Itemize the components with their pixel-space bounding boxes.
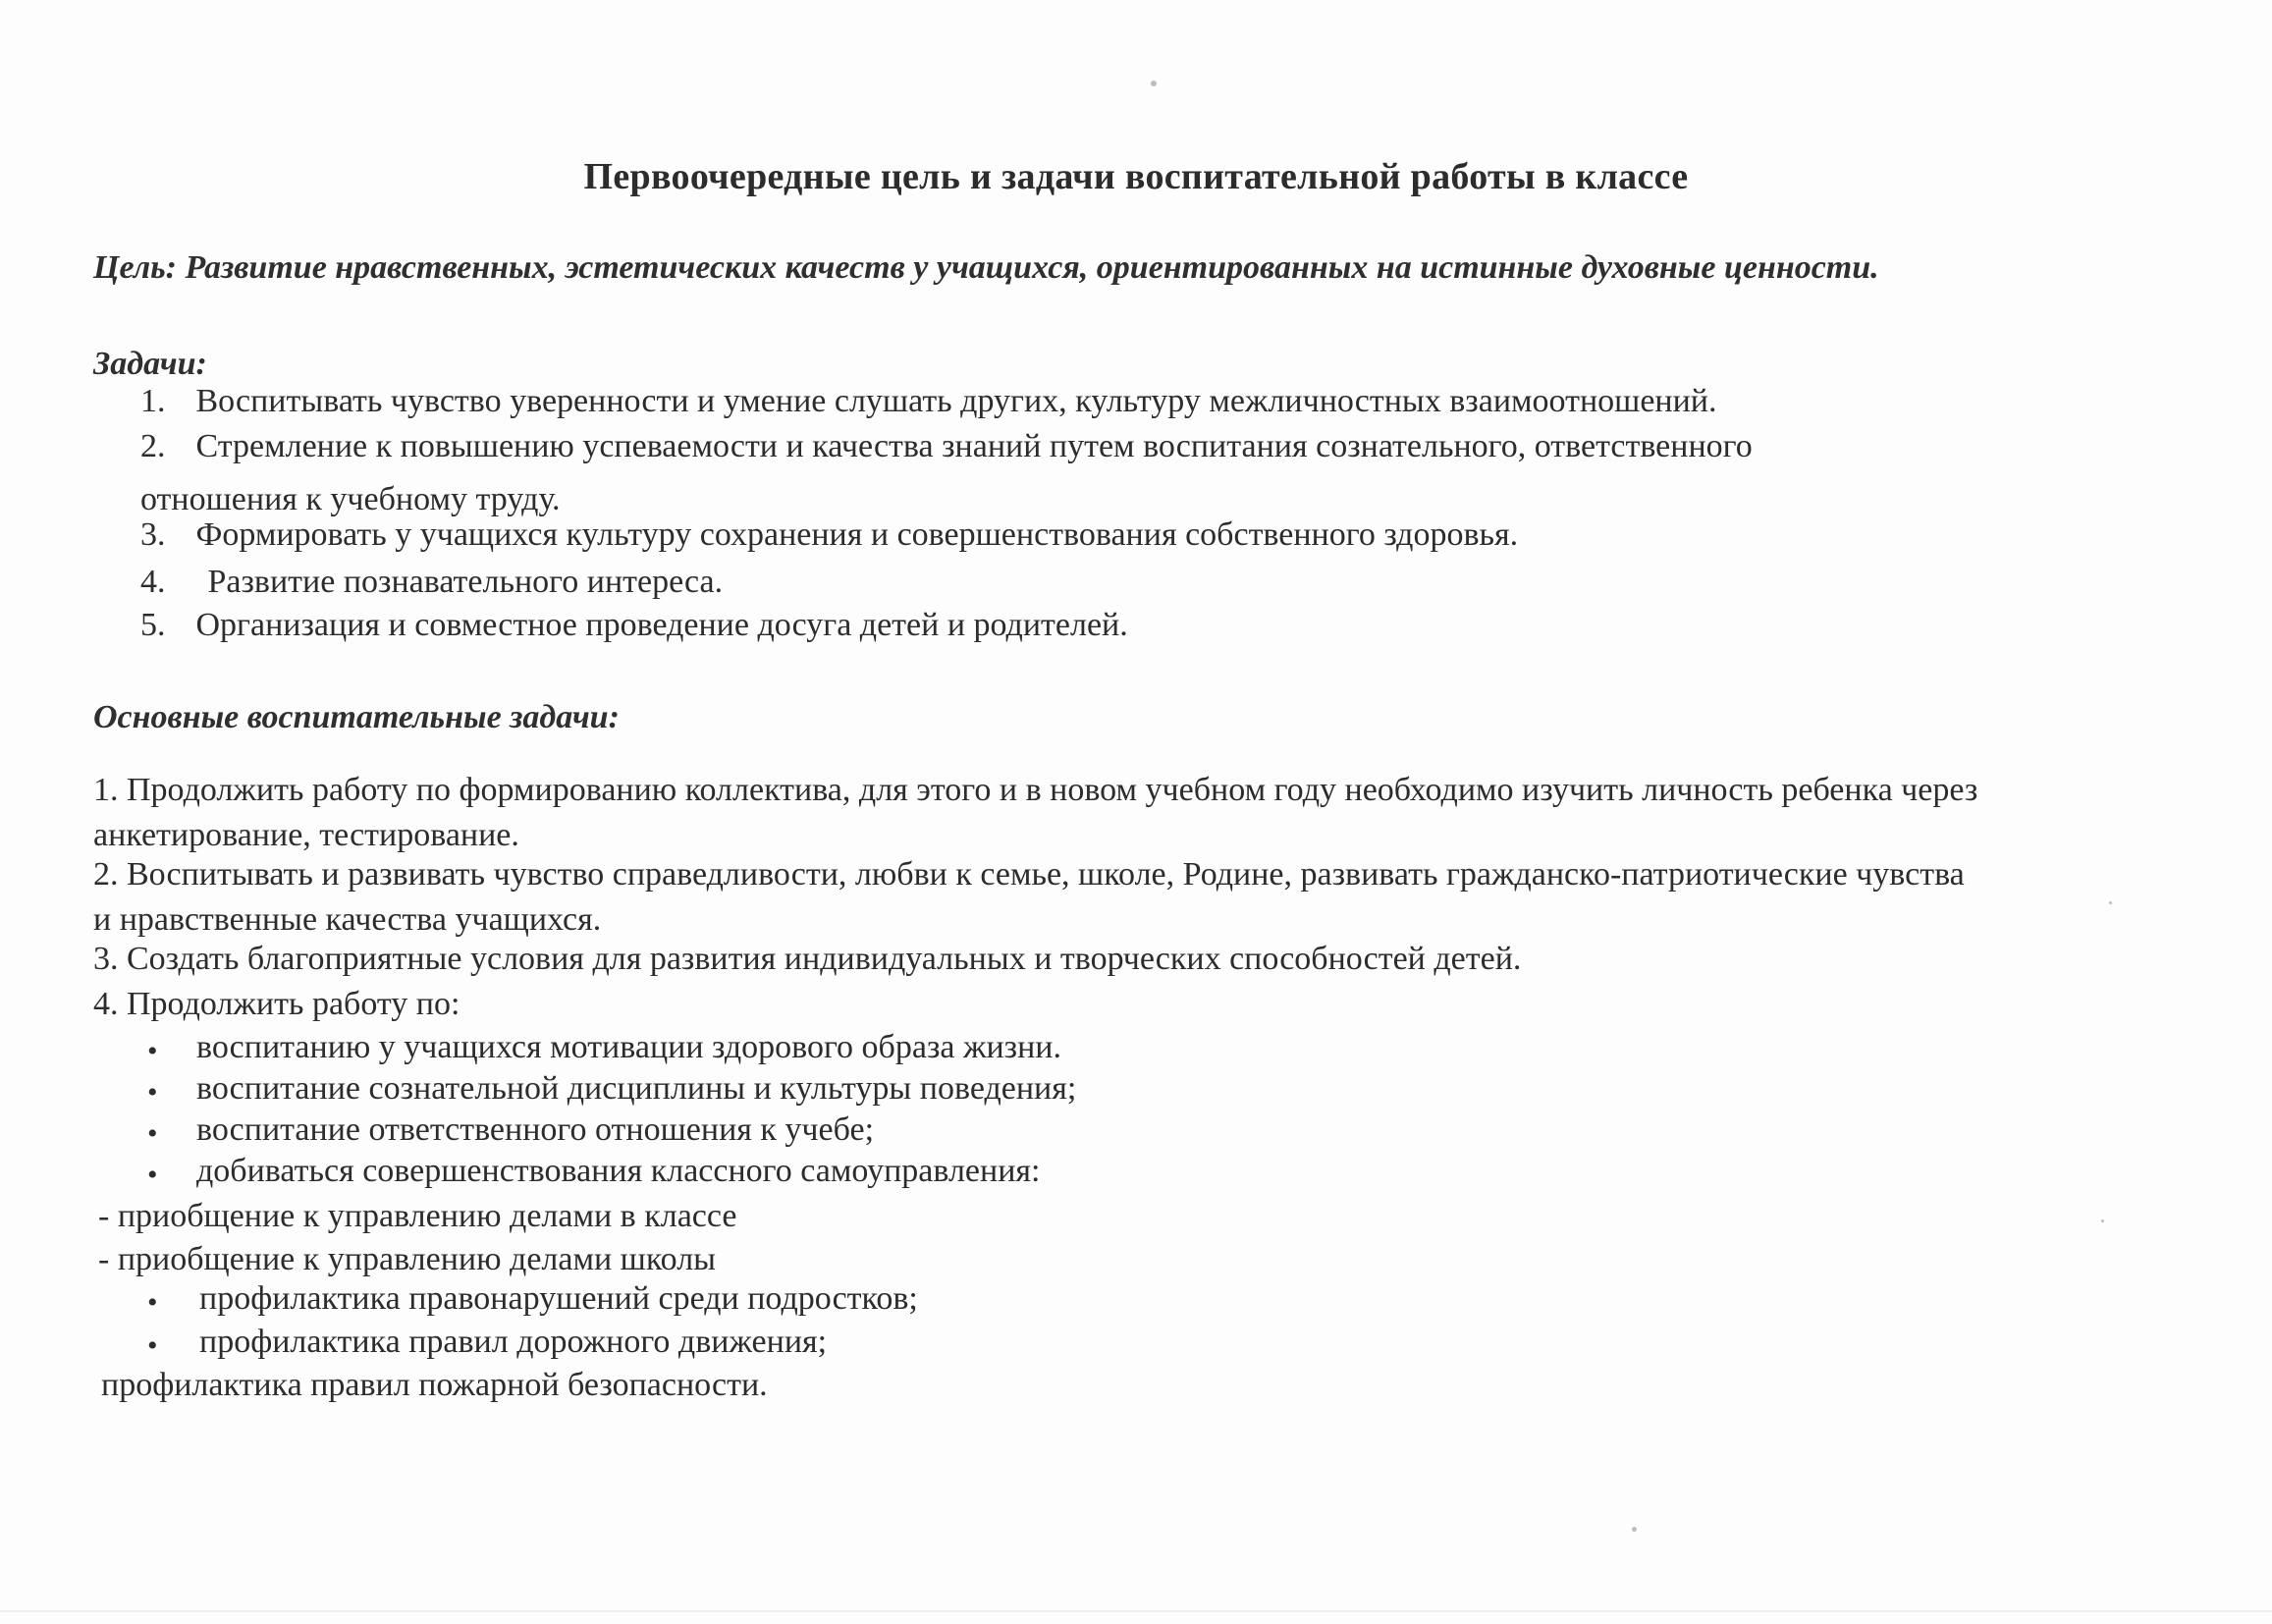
main-task-4: 4. Продолжить работу по: (93, 986, 460, 1022)
task-number: 1. (140, 383, 166, 419)
bullet-icon: • (147, 1117, 158, 1150)
bullet-icon: • (147, 1286, 158, 1319)
task-text: Формировать у учащихся культуру сохранения и совершенствования собственного здоровья. (195, 516, 1519, 553)
task-text: Стремление к повышению успеваемости и качества знаний путем воспитания сознательного, ответственного (195, 428, 1753, 464)
task-number: 4. (140, 564, 166, 600)
main-task-1: 1. Продолжить работу по формированию коллектива, для этого и в новом учебном году необходимо изучить личность ребенка через (93, 772, 1978, 808)
main-task-3: 3. Создать благоприятные условия для развития индивидуальных и творческих способностей детей. (93, 941, 1522, 977)
scan-speck (2101, 1219, 2104, 1222)
task-number: 5. (140, 607, 166, 643)
main-task-1-continued: анкетирование, тестирование. (93, 817, 519, 853)
sub-item-1: воспитанию у учащихся мотивации здорового образа жизни. (196, 1029, 1061, 1065)
bullet-icon: • (147, 1159, 158, 1191)
task-item-2-continued: отношения к учебному труду. (140, 481, 561, 517)
dash-item-1: - приобщение к управлению делами в классе (98, 1198, 737, 1234)
task-item-4 (140, 564, 723, 601)
task-item-5 (140, 607, 1128, 644)
bullet-icon: • (147, 1035, 158, 1067)
main-tasks-heading: Основные воспитательные задачи: (93, 699, 620, 735)
bullet-icon: • (147, 1329, 158, 1362)
main-task-2: 2. Воспитывать и развивать чувство справедливости, любви к семье, школе, Родине, развивать гражданско-патриотические чувства (93, 856, 1965, 893)
scan-speck (2109, 901, 2112, 904)
task-item-1 (140, 383, 1717, 420)
task-text: Организация и совместное проведение досуга детей и родителей. (195, 607, 1128, 643)
sub-item-4: добиваться совершенствования классного самоуправления: (196, 1153, 1041, 1189)
sub-item-3: воспитание ответственного отношения к учебе; (196, 1111, 875, 1148)
final-line: профилактика правил пожарной безопасности. (101, 1367, 768, 1403)
main-task-2-continued: и нравственные качества учащихся. (93, 901, 602, 938)
page-title: Первоочередные цель и задачи воспитательной работы в классе (583, 156, 1689, 197)
task-number: 3. (140, 516, 166, 553)
bullet-icon: • (147, 1076, 158, 1109)
scan-speck (1151, 81, 1157, 86)
sub-item-2: воспитание сознательной дисциплины и культуры поведения; (196, 1070, 1077, 1107)
tasks-heading: Задачи: (93, 346, 207, 382)
dash-item-2: - приобщение к управлению делами школы (98, 1241, 717, 1277)
sub-item-6: профилактика правил дорожного движения; (199, 1324, 828, 1360)
task-number: 2. (140, 428, 166, 464)
sub-item-5: профилактика правонарушений среди подростков; (199, 1280, 918, 1317)
task-item-2 (140, 428, 1753, 465)
task-text: Воспитывать чувство уверенности и умение слушать других, культуру межличностных взаимоотношений. (195, 383, 1717, 419)
scan-speck (1632, 1527, 1637, 1532)
goal-statement: Цель: Развитие нравственных, эстетических качеств у учащихся, ориентированных на истинные духовные ценности. (93, 249, 1879, 286)
page-bottom-edge (0, 1610, 2272, 1612)
task-item-3 (140, 516, 1518, 554)
task-text: Развитие познавательного интереса. (207, 564, 724, 600)
